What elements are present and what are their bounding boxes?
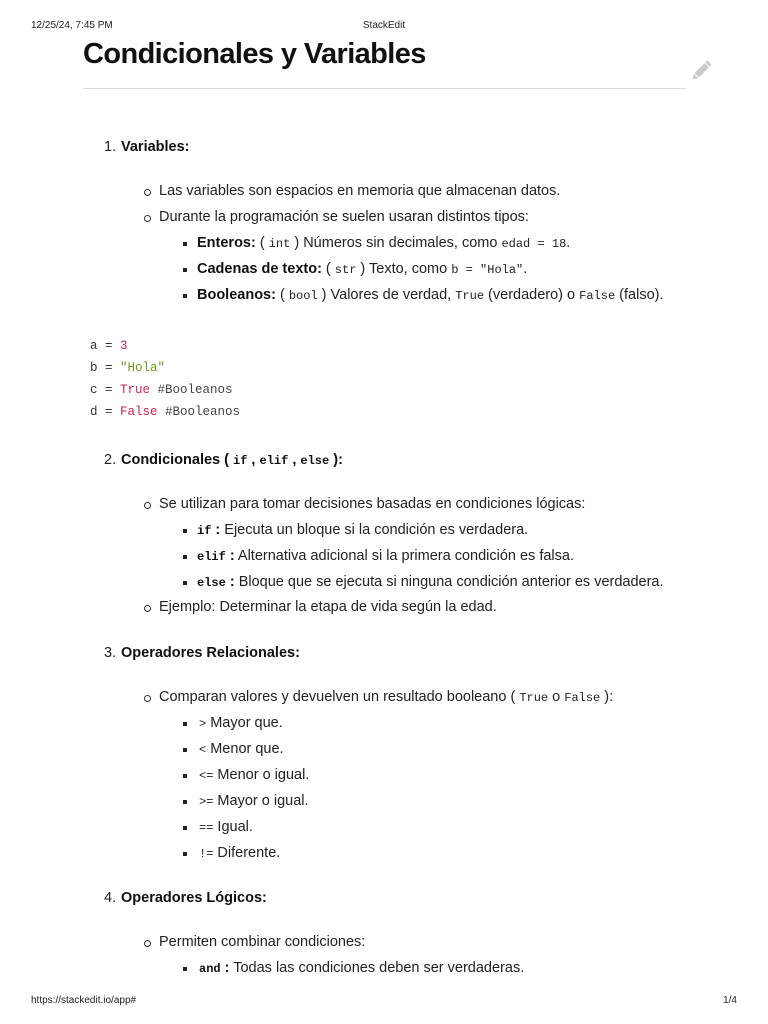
bullet-square xyxy=(183,722,187,726)
section-number: 2. xyxy=(104,452,117,468)
code-line: d = False #Booleanos xyxy=(90,405,241,419)
list-item-else: else : Bloque que se ejecuta si ninguna condición anterior es verdadera. xyxy=(197,574,664,590)
print-date: 12/25/24, 7:45 PM xyxy=(31,20,113,31)
list-item-operator: != Diferente. xyxy=(199,845,281,861)
title-divider xyxy=(83,88,686,89)
bullet-square xyxy=(183,826,187,830)
section-heading-condicionales: Condicionales ( if , elif , else ): xyxy=(121,452,343,468)
list-item-if: if : Ejecuta un bloque si la condición es verdadera. xyxy=(197,522,529,538)
bullet-square xyxy=(183,581,187,585)
bullet-square xyxy=(183,529,187,533)
section-heading-variables: Variables: xyxy=(121,139,190,155)
section-heading-logicos: Operadores Lógicos: xyxy=(121,890,267,906)
list-item: Las variables son espacios en memoria que almacenan datos. xyxy=(159,183,561,199)
list-item-operator: > Mayor que. xyxy=(199,715,283,731)
print-title: StackEdit xyxy=(362,20,406,31)
code-line: b = "Hola" xyxy=(90,361,166,375)
bullet-square xyxy=(183,748,187,752)
bullet-circle xyxy=(144,215,151,222)
bullet-square xyxy=(183,242,187,246)
section-number: 4. xyxy=(104,890,117,906)
bullet-square xyxy=(183,294,187,298)
code-line: c = True #Booleanos xyxy=(90,383,233,397)
bullet-circle xyxy=(144,502,151,509)
document-title: Condicionales y Variables xyxy=(83,38,426,70)
list-item-cadenas: Cadenas de texto: ( str ) Texto, como b = "Hola". xyxy=(197,261,528,277)
bullet-square xyxy=(183,800,187,804)
section-heading-relacionales: Operadores Relacionales: xyxy=(121,645,300,661)
print-url: https://stackedit.io/app# xyxy=(31,995,137,1006)
bullet-circle xyxy=(144,940,151,947)
bullet-circle xyxy=(144,605,151,612)
list-item-operator: < Menor que. xyxy=(199,741,284,757)
list-item-elif: elif : Alternativa adicional si la primera condición es falsa. xyxy=(197,548,574,564)
list-item: Permiten combinar condiciones: xyxy=(159,934,366,950)
pencil-icon[interactable] xyxy=(688,58,714,84)
list-item: Durante la programación se suelen usaran distintos tipos: xyxy=(159,209,529,225)
bullet-square xyxy=(183,268,187,272)
list-item-booleanos: Booleanos: ( bool ) Valores de verdad, True (verdadero) o False (falso). xyxy=(197,287,664,303)
print-page-number: 1/4 xyxy=(723,995,737,1006)
list-item-operator: <= Menor o igual. xyxy=(199,767,310,783)
code-line: a = 3 xyxy=(90,339,128,353)
list-item: Se utilizan para tomar decisiones basadas en condiciones lógicas: xyxy=(159,496,586,512)
bullet-square xyxy=(183,774,187,778)
section-number: 3. xyxy=(104,645,117,661)
list-item-operator: >= Mayor o igual. xyxy=(199,793,309,809)
list-item-enteros: Enteros: ( int ) Números sin decimales, como edad = 18. xyxy=(197,235,571,251)
list-item: Ejemplo: Determinar la etapa de vida según la edad. xyxy=(159,599,497,615)
list-item-operator: == Igual. xyxy=(199,819,253,835)
bullet-circle xyxy=(144,695,151,702)
code-block xyxy=(90,335,240,423)
list-item: Comparan valores y devuelven un resultado booleano ( True o False ): xyxy=(159,689,614,705)
bullet-square xyxy=(183,967,187,971)
section-number: 1. xyxy=(104,139,117,155)
list-item-and: and : Todas las condiciones deben ser verdaderas. xyxy=(199,960,525,976)
bullet-square xyxy=(183,555,187,559)
bullet-square xyxy=(183,852,187,856)
bullet-circle xyxy=(144,189,151,196)
